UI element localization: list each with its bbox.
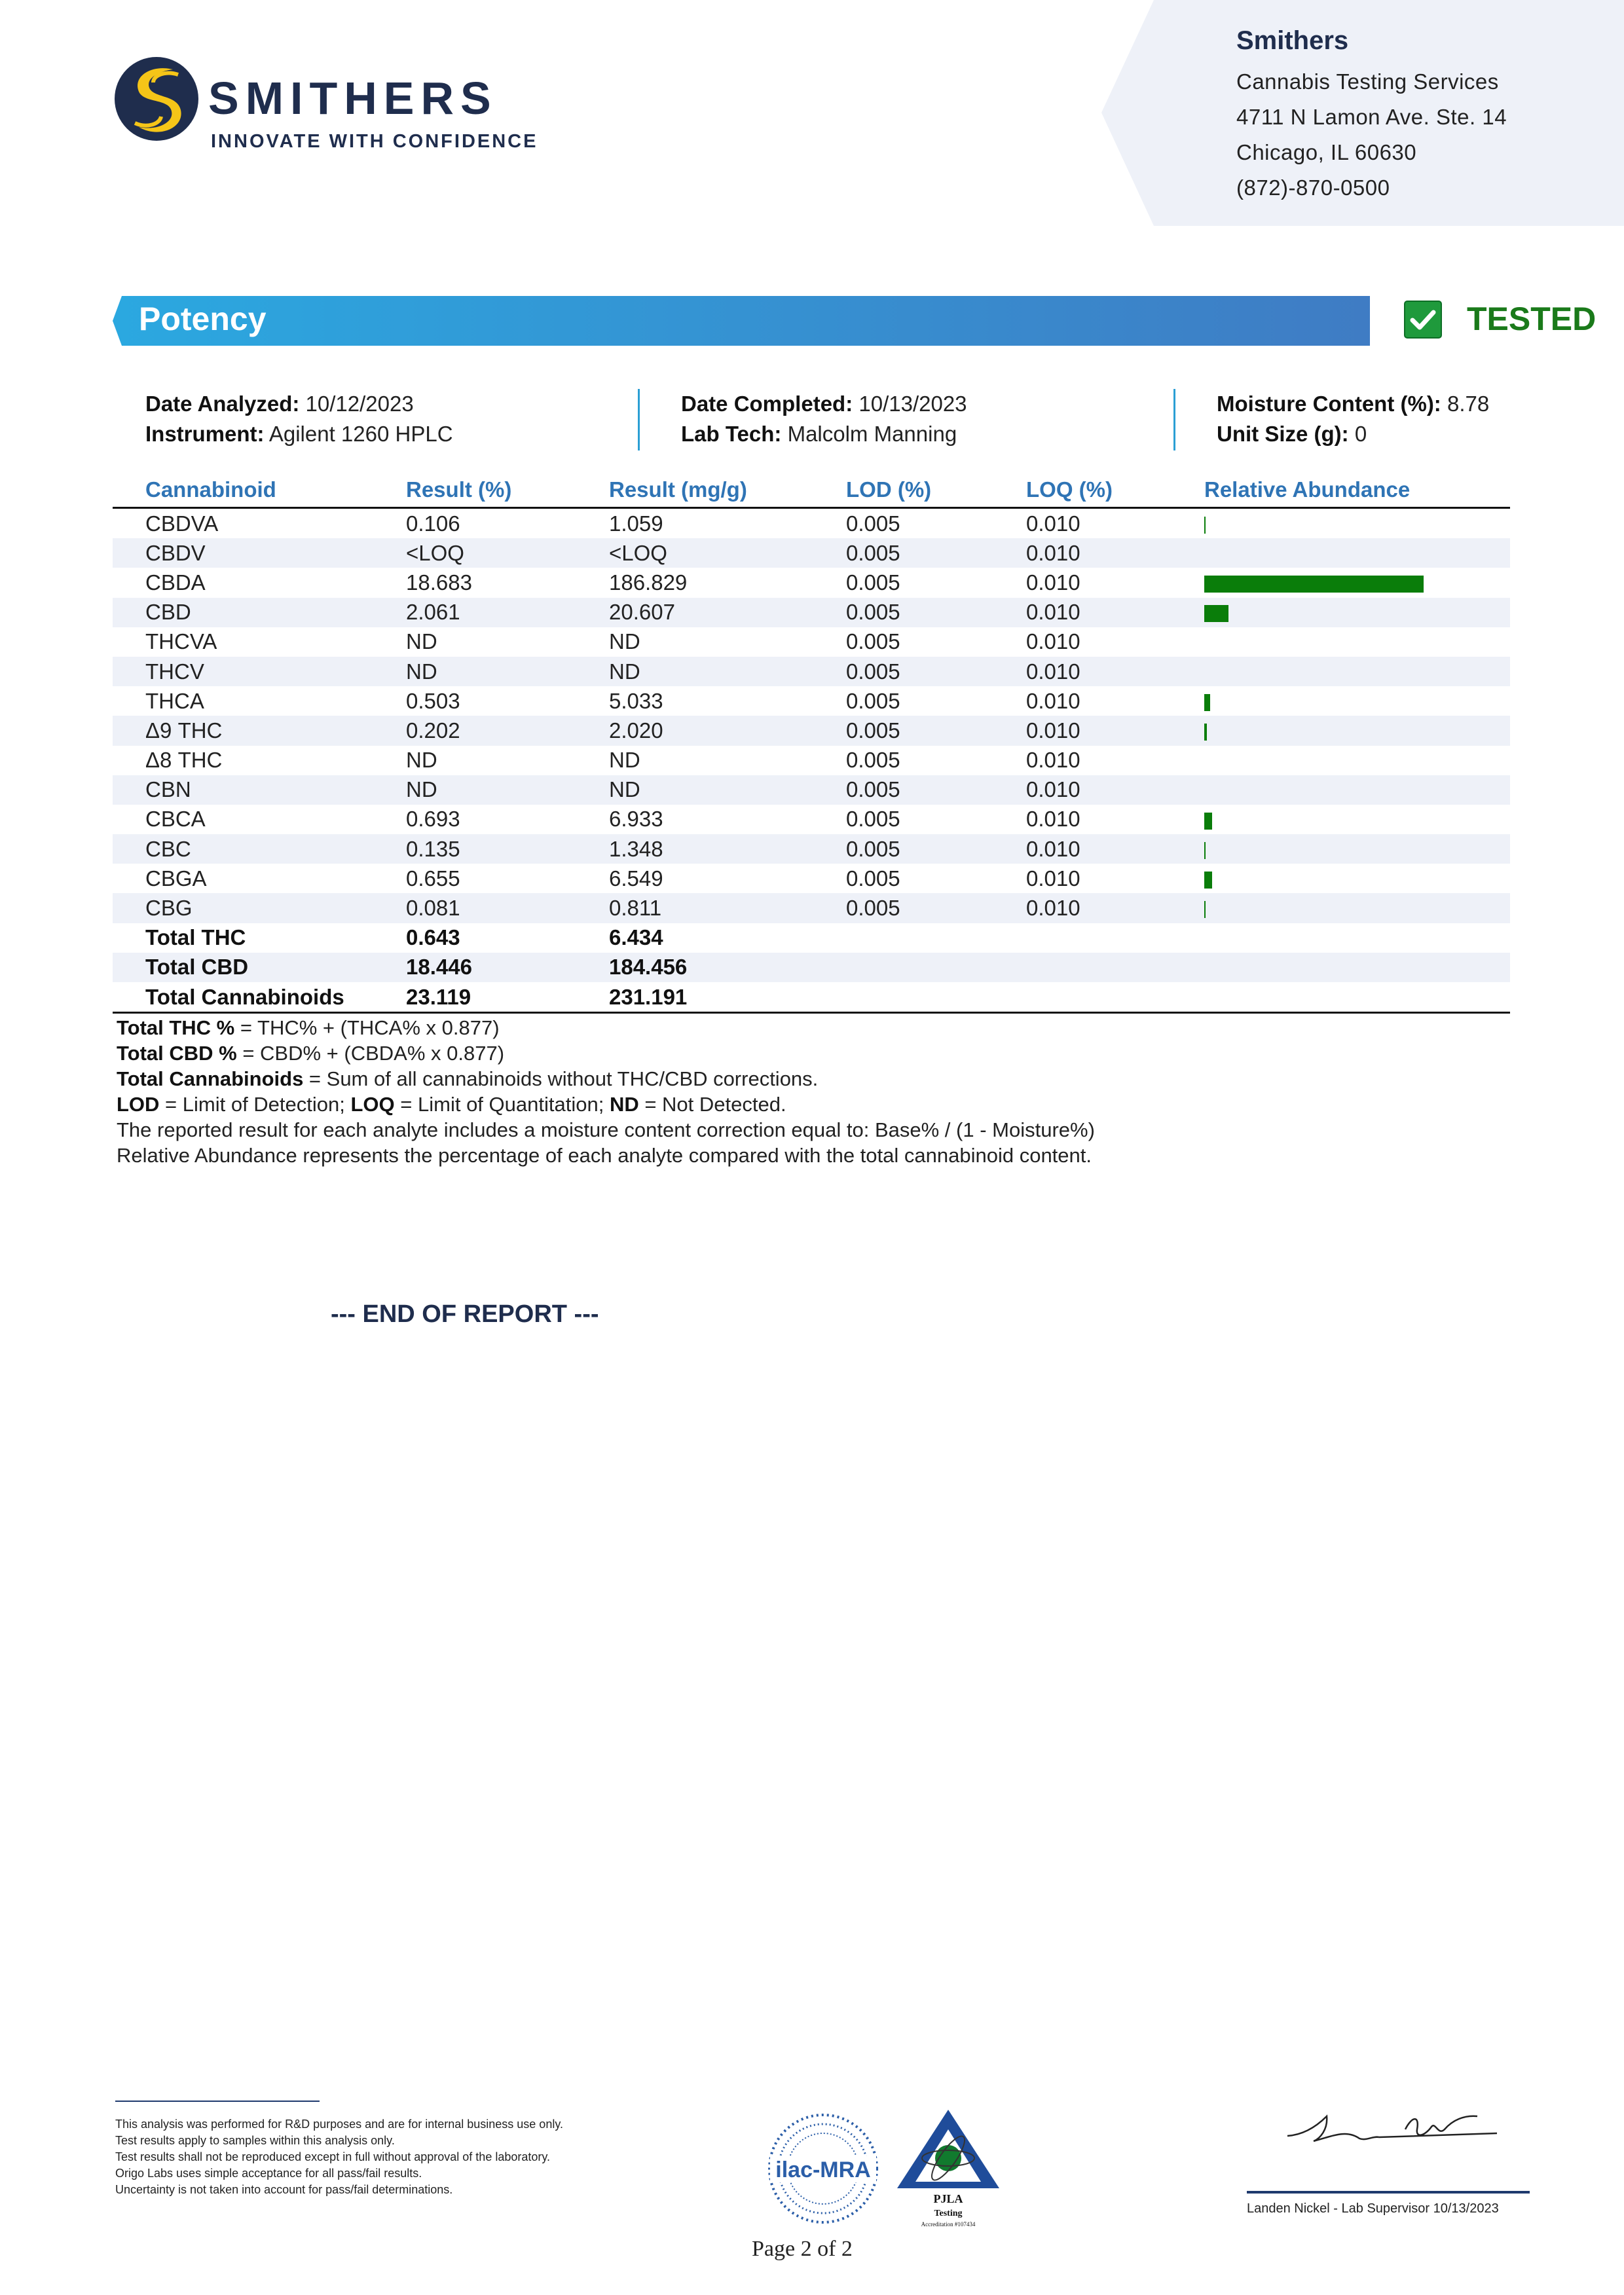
date-analyzed-label: Date Analyzed: [145, 392, 300, 416]
total-percent: 18.446 [406, 953, 609, 982]
signature-line [1247, 2191, 1530, 2194]
pjla-logo-subtext: Testing [934, 2209, 963, 2218]
checkmark-icon [1403, 300, 1443, 339]
disclaimer-line-1: This analysis was performed for R&D purposes and are for internal business use only. [115, 2118, 563, 2131]
moisture-content [1217, 392, 1489, 416]
table-row [113, 746, 1510, 775]
table-row [113, 627, 1510, 657]
lab-tech [681, 422, 957, 447]
result-percent: 0.135 [406, 834, 609, 864]
note-nd-label: ND [609, 1093, 639, 1116]
lod-value: 0.005 [846, 834, 1026, 864]
instrument [145, 422, 453, 447]
result-percent: 0.202 [406, 716, 609, 745]
empty-cell [846, 982, 1026, 1013]
cannabinoid-name: THCVA [145, 629, 217, 654]
section-title: Potency [139, 301, 267, 337]
total-mg-per-g: 6.434 [609, 925, 663, 950]
lod-value: 0.005 [846, 598, 1026, 627]
result-mg-per-g: 20.607 [609, 598, 846, 627]
lod-value: 0.005 [846, 866, 900, 890]
relative-abundance-cell [1204, 746, 1510, 775]
total-percent: 0.643 [406, 925, 460, 950]
loq-value: 0.010 [1026, 716, 1204, 745]
cannabinoid-name: CBDVA [145, 511, 219, 536]
lod-value: 0.005 [846, 657, 1026, 686]
result-percent: 0.503 [406, 688, 460, 713]
abundance-bar [1204, 842, 1206, 859]
result-mg-per-g: <LOQ [609, 538, 846, 568]
note-total-cannabinoids [117, 1067, 818, 1091]
table-row [113, 508, 1510, 539]
relative-abundance-cell [1204, 568, 1510, 597]
total-percent: 23.119 [406, 982, 609, 1013]
table-row [113, 893, 1510, 923]
empty-cell [846, 923, 1026, 953]
loq-value: 0.010 [1026, 511, 1080, 536]
total-row [113, 923, 1510, 953]
header-relative-abundance: Relative Abundance [1204, 473, 1510, 508]
loq-value: 0.010 [1026, 538, 1204, 568]
disclaimer-line-2: Test results apply to samples within this analysis only. [115, 2134, 395, 2147]
info-divider [1173, 389, 1175, 450]
table-row [113, 864, 1510, 893]
loq-value: 0.010 [1026, 598, 1204, 627]
brand-name: SMITHERS [208, 73, 498, 124]
note-loq-label: LOQ [350, 1093, 395, 1116]
table-row [113, 686, 1510, 716]
note-loq-text: = Limit of Quantitation; [394, 1093, 610, 1116]
note-nd-text: = Not Detected. [638, 1093, 786, 1116]
disclaimer-line-4: Origo Labs uses simple acceptance for all pass/fail results. [115, 2167, 422, 2180]
cannabinoid-name: CBDV [113, 538, 406, 568]
total-mg-per-g: 184.456 [609, 953, 846, 982]
abundance-bar [1204, 605, 1228, 622]
end-of-report: --- END OF REPORT --- [331, 1300, 599, 1328]
relative-abundance-cell [1204, 686, 1510, 716]
empty-cell [1204, 953, 1510, 982]
lod-value: 0.005 [846, 893, 1026, 923]
total-row [113, 953, 1510, 982]
moisture-value: 8.78 [1447, 392, 1490, 416]
result-mg-per-g: 6.549 [609, 866, 663, 890]
loq-value: 0.010 [1026, 834, 1204, 864]
result-mg-per-g: 5.033 [609, 688, 663, 713]
empty-cell [1204, 923, 1510, 953]
result-mg-per-g: 186.829 [609, 570, 688, 595]
loq-value: 0.010 [1026, 748, 1080, 773]
pjla-logo-text: PJLA [933, 2192, 963, 2205]
disclaimer-line-5: Uncertainty is not taken into account for pass/fail determinations. [115, 2183, 453, 2196]
note-moisture-correction: The reported result for each analyte includes a moisture content correction equal to: Base% / (1 - Moisture%) [117, 1118, 1095, 1141]
signature-caption: Landen Nickel - Lab Supervisor 10/13/2023 [1247, 2201, 1499, 2216]
abundance-bar [1204, 901, 1206, 918]
note-lod-label: LOD [117, 1093, 160, 1116]
relative-abundance-cell [1204, 805, 1510, 834]
total-name: Total CBD [113, 953, 406, 982]
result-mg-per-g: 1.059 [609, 511, 663, 536]
lab-name: Smithers [1236, 26, 1349, 55]
result-mg-per-g: 2.020 [609, 716, 846, 745]
loq-value: 0.010 [1026, 893, 1204, 923]
relative-abundance-cell [1204, 893, 1510, 923]
lod-value: 0.005 [846, 688, 900, 713]
cannabinoid-name: CBC [113, 834, 406, 864]
result-mg-per-g: 1.348 [609, 834, 846, 864]
date-completed-label: Date Completed: [681, 392, 853, 416]
abundance-bar [1204, 724, 1207, 741]
loq-value: 0.010 [1026, 629, 1080, 654]
loq-value: 0.010 [1026, 866, 1080, 890]
unit-size-value: 0 [1354, 422, 1367, 446]
cannabinoid-name: CBG [113, 893, 406, 923]
table-row [113, 716, 1510, 745]
table-row [113, 657, 1510, 686]
result-percent: 0.081 [406, 893, 609, 923]
date-analyzed [145, 392, 414, 416]
empty-cell [1026, 953, 1204, 982]
table-header-row [113, 473, 1510, 508]
result-percent: 0.655 [406, 866, 460, 890]
unit-size [1217, 422, 1367, 447]
section-banner [113, 296, 1370, 346]
cannabinoid-name: CBGA [145, 866, 207, 890]
note-relative-abundance: Relative Abundance represents the percentage of each analyte compared with the total cannabinoid content. [117, 1144, 1092, 1167]
potency-results-table [113, 473, 1510, 1014]
instrument-value: Agilent 1260 HPLC [268, 422, 453, 446]
loq-value: 0.010 [1026, 807, 1080, 832]
disclaimer-line-3: Test results shall not be reproduced except in full without approval of the laboratory. [115, 2150, 551, 2163]
cannabinoid-name: CBCA [145, 807, 206, 832]
pjla-accreditation-number: Accreditation #107434 [921, 2221, 976, 2228]
ilac-mra-logo-icon [766, 2112, 880, 2226]
note-lod-text: = Limit of Detection; [159, 1093, 351, 1116]
moisture-label: Moisture Content (%): [1217, 392, 1441, 416]
unit-size-label: Unit Size (g): [1217, 422, 1349, 446]
result-percent: 18.683 [406, 570, 472, 595]
smithers-logo-icon [113, 55, 200, 143]
result-percent: ND [406, 748, 437, 773]
date-analyzed-value: 10/12/2023 [305, 392, 414, 416]
brand-tagline: INNOVATE WITH CONFIDENCE [211, 131, 538, 152]
lod-value: 0.005 [846, 807, 900, 832]
result-mg-per-g: ND [609, 748, 640, 773]
abundance-bar [1204, 813, 1212, 830]
relative-abundance-cell [1204, 627, 1510, 657]
instrument-label: Instrument: [145, 422, 265, 446]
relative-abundance-cell [1204, 598, 1510, 627]
table-row [113, 568, 1510, 597]
relative-abundance-cell [1204, 775, 1510, 805]
abundance-bar [1204, 576, 1424, 593]
relative-abundance-cell [1204, 834, 1510, 864]
lod-value: 0.005 [846, 511, 900, 536]
result-percent: ND [406, 775, 609, 805]
result-percent: 0.106 [406, 511, 460, 536]
table-row [113, 834, 1510, 864]
empty-cell [846, 953, 1026, 982]
lod-value: 0.005 [846, 538, 1026, 568]
note-total-thc-text: = THC% + (THCA% x 0.877) [234, 1016, 500, 1039]
result-percent: 0.693 [406, 807, 460, 832]
cannabinoid-name: Δ8 THC [145, 748, 223, 773]
result-percent: <LOQ [406, 538, 609, 568]
total-mg-per-g: 231.191 [609, 982, 846, 1013]
total-row [113, 982, 1510, 1013]
page-number: Page 2 of 2 [752, 2237, 853, 2261]
lod-value: 0.005 [846, 748, 900, 773]
note-total-thc [117, 1016, 500, 1040]
cannabinoid-name: Δ9 THC [113, 716, 406, 745]
relative-abundance-cell [1204, 538, 1510, 568]
date-completed-value: 10/13/2023 [858, 392, 967, 416]
abundance-bar [1204, 517, 1206, 534]
info-divider [638, 389, 640, 450]
ilac-logo-text: ilac-MRA [775, 2157, 871, 2182]
lab-address-line-2: Chicago, IL 60630 [1236, 140, 1417, 164]
relative-abundance-cell [1204, 508, 1510, 539]
lab-phone: (872)-870-0500 [1236, 175, 1390, 200]
header-result-pct: Result (%) [406, 473, 609, 508]
footer-divider [115, 2101, 320, 2102]
table-row [113, 775, 1510, 805]
header-loq: LOQ (%) [1026, 473, 1204, 508]
loq-value: 0.010 [1026, 657, 1204, 686]
result-mg-per-g: 0.811 [609, 893, 846, 923]
loq-value: 0.010 [1026, 775, 1204, 805]
lab-service: Cannabis Testing Services [1236, 69, 1499, 94]
date-completed [681, 392, 967, 416]
cannabinoid-name: CBDA [145, 570, 206, 595]
relative-abundance-cell [1204, 657, 1510, 686]
note-total-thc-label: Total THC % [117, 1016, 235, 1039]
cannabinoid-name: CBN [113, 775, 406, 805]
table-row [113, 805, 1510, 834]
header-lod: LOD (%) [846, 473, 1026, 508]
result-mg-per-g: ND [609, 657, 846, 686]
cannabinoid-name: CBD [113, 598, 406, 627]
supervisor-signature-icon [1281, 2110, 1510, 2149]
lod-value: 0.005 [846, 629, 900, 654]
loq-value: 0.010 [1026, 688, 1080, 713]
empty-cell [1026, 982, 1204, 1013]
empty-cell [1204, 982, 1510, 1013]
lab-address-line-1: 4711 N Lamon Ave. Ste. 14 [1236, 105, 1507, 129]
note-total-cbd-text: = CBD% + (CBDA% x 0.877) [236, 1042, 505, 1065]
empty-cell [1026, 923, 1204, 953]
note-total-cannabinoids-text: = Sum of all cannabinoids without THC/CBD corrections. [303, 1067, 819, 1090]
result-mg-per-g: ND [609, 775, 846, 805]
pjla-logo-icon [896, 2110, 1001, 2231]
cannabinoid-name: THCA [145, 688, 204, 713]
lab-tech-value: Malcolm Manning [787, 422, 957, 446]
result-mg-per-g: ND [609, 629, 640, 654]
total-name: Total Cannabinoids [113, 982, 406, 1013]
total-name: Total THC [145, 925, 246, 950]
status-badge: TESTED [1467, 301, 1596, 337]
table-row [113, 598, 1510, 627]
note-total-cbd-label: Total CBD % [117, 1042, 237, 1065]
relative-abundance-cell [1204, 864, 1510, 893]
loq-value: 0.010 [1026, 570, 1080, 595]
cannabinoid-name: THCV [113, 657, 406, 686]
note-abbreviations [117, 1093, 786, 1116]
lod-value: 0.005 [846, 716, 1026, 745]
result-percent: 2.061 [406, 598, 609, 627]
note-total-cbd [117, 1042, 504, 1065]
result-mg-per-g: 6.933 [609, 807, 663, 832]
abundance-bar [1204, 872, 1212, 889]
lab-tech-label: Lab Tech: [681, 422, 782, 446]
lod-value: 0.005 [846, 775, 1026, 805]
lod-value: 0.005 [846, 570, 900, 595]
header-result-mg: Result (mg/g) [609, 473, 846, 508]
note-total-cannabinoids-label: Total Cannabinoids [117, 1067, 304, 1090]
table-row [113, 538, 1510, 568]
header-cannabinoid: Cannabinoid [113, 473, 406, 508]
abundance-bar [1204, 694, 1210, 711]
result-percent: ND [406, 629, 437, 654]
relative-abundance-cell [1204, 716, 1510, 745]
result-percent: ND [406, 657, 609, 686]
